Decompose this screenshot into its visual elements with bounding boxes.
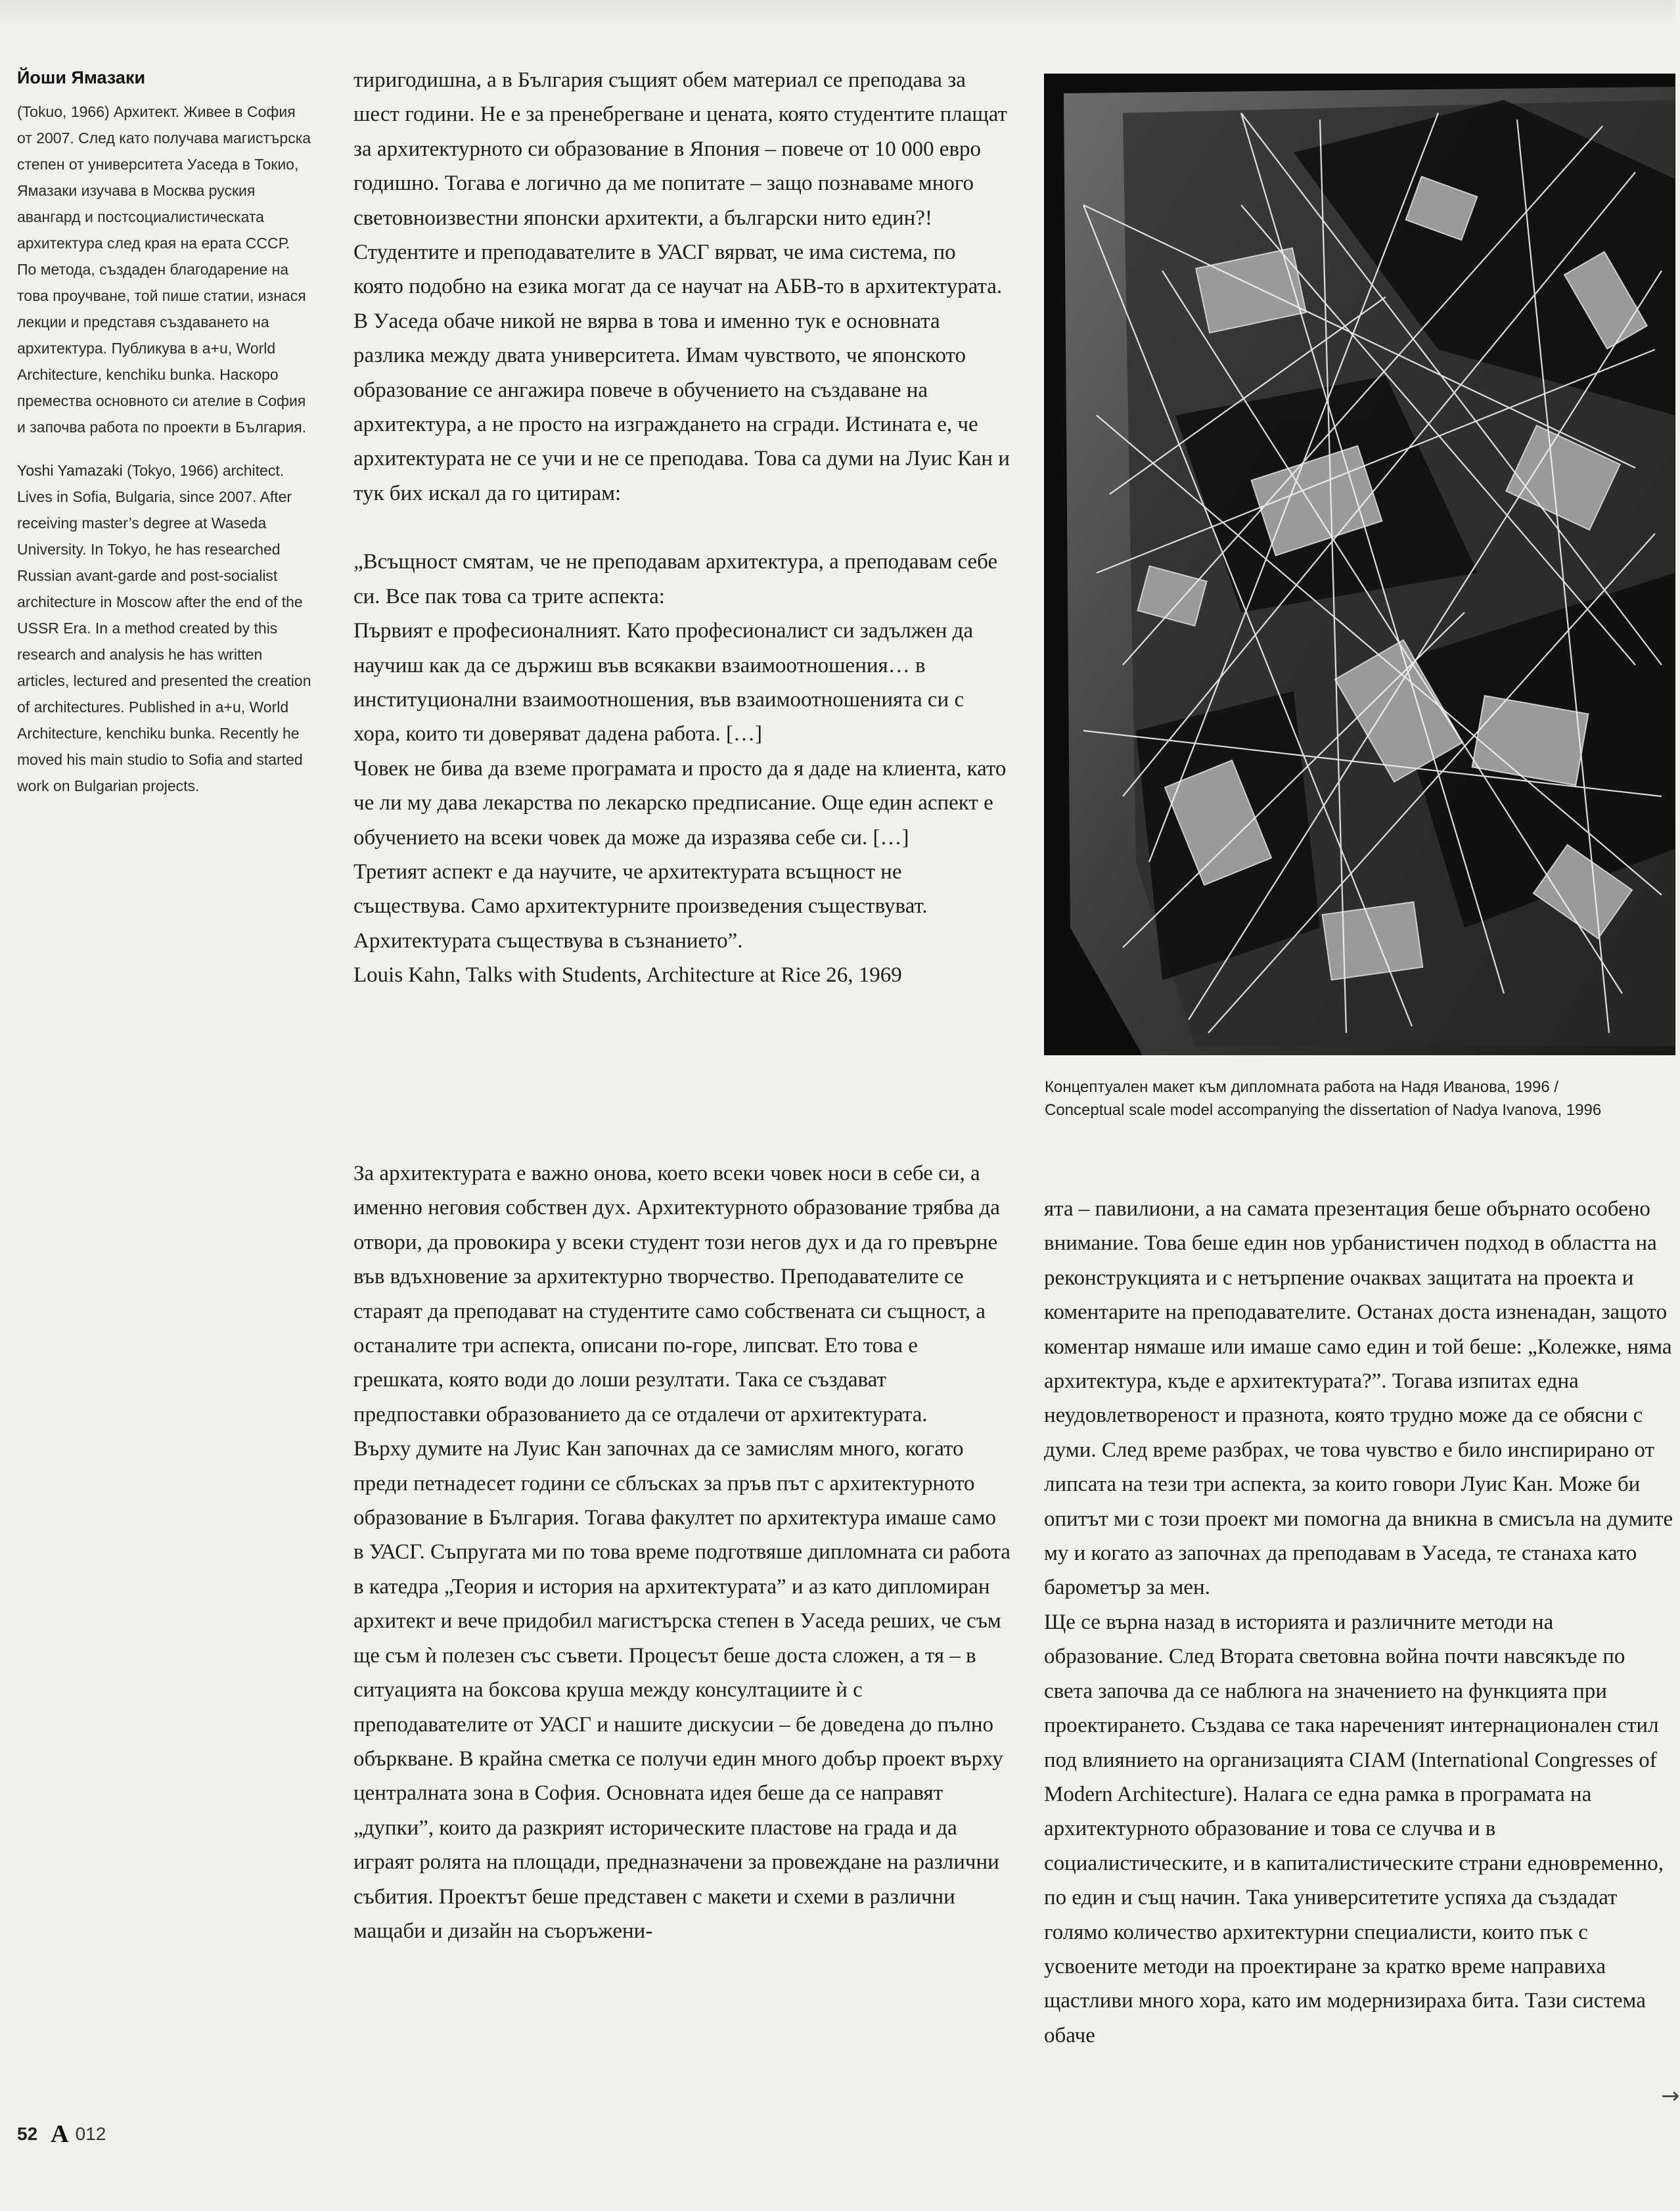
article-column-bottom-left (353, 1156, 1010, 1948)
continue-arrow-icon: → (1661, 2083, 1680, 2109)
author-bio (17, 64, 313, 816)
quote-intro: „Всъщност смятам, че не преподавам архитектура, а преподавам себе си. Все пак това са трите аспекта: (353, 550, 998, 608)
paragraph-gap (353, 511, 1010, 545)
photo-caption (1045, 1076, 1662, 1122)
author-name-en: Yoshi Yamazaki (17, 462, 123, 479)
article-column-bottom-right (1044, 1192, 1675, 2053)
paragraph: тиригодишна, а в България същият обем материал се преподава за шест години. Не е за пренебрегване и цената, която студентите плащат за архитектурното си образование в Япония – повече от 10 000 евро годишно. Тогава е логично да ме попитате – защо познаваме много световноизвестни японски архитекти, а български нито един?! (353, 68, 1007, 230)
paragraph: За архитектурата е важно онова, което всеки човек носи в себе си, а именно неговия собствен дух. Архитектурното образование трябва да отвори, да провокира у всеки студент този негов дух и да го превърне във вдъхновение за архитектурно творчество. Преподавателите се стараят да преподават на студентите само собствената си същност, а останалите три аспекта, описани по-горе, липсват. Ето това е грешката, която води до лоши резултати. Така се създават предпоставки образованието да се отдалечи от архитектурата. (353, 1162, 1000, 1426)
magazine-logo: A (51, 2120, 69, 2148)
page-edge-shadow (0, 0, 1675, 26)
caption-bg: Концептуален макет към дипломната работа на Надя Иванова, 1996 / (1045, 1078, 1559, 1096)
author-bio-en (17, 457, 313, 799)
article-column-top (353, 63, 1010, 993)
scale-model-image (1044, 74, 1675, 1055)
issue-number: 012 (75, 2124, 106, 2144)
author-name: Йоши Ямазаки (17, 68, 146, 87)
scale-model-photo (1044, 74, 1675, 1055)
paragraph: Студентите и преподавателите в УАСГ вярват, че има система, по която подобно на езика могат да се научат на АБВ-то в архитектурата. В Уaседа обаче никой не вярва в това и именно тук е основната разлика между двата университета. Имам чувството, че японското образование се ангажира повече в обучението на създаване на архитектура, а не просто на изграждането на сгради. Истината е, че архитектурата не се учи и не се преподава. Това са думи на Луис Кан и тук бих искал да го цитирам: (353, 240, 1010, 505)
quote-paragraph: Човек не бива да вземе програмата и просто да я даде на клиента, като че ли му дава лекарства по лекарско предписание. Още един аспект е обучението на всеки човек да може да изразява себе си. […] (353, 756, 1007, 850)
author-bio-bg: (Tokuo, 1966) Архитект. Живее в София от 2007. След като получава магистърска степен от университета Уаседа в Токио, Ямазаки изучава в Москва руския авангард и постсоциалистическата архитектура след края на ерата СССР. По метода, създаден благодарение на това проучване, той пише статии, изнася лекции и представя създаването на архитектура. Публикува в a+u, World Architecture, kenchiku bunka. Наскоро премества основното си ателие в София и започва работа по проекти в България. (17, 103, 311, 436)
quote-source: Louis Kahn, Talks with Students, Architecture at Rice 26, 1969 (353, 963, 902, 988)
page-footer (17, 2121, 106, 2147)
quote-paragraph: Първият е професионалният. Като професионалист си задължен да научиш как да се държиш във всякакви взаимоотношения… в институционални взаимоотношения, във взаимоотношенията си с хора, които ти доверяват дадена работа. […] (353, 619, 974, 746)
caption-en: Conceptual scale model accompanying the dissertation of Nadya Ivanova, 1996 (1045, 1101, 1602, 1119)
page-number: 52 (17, 2124, 38, 2144)
paragraph: Върху думите на Луис Кан започнах да се замислям много, когато преди петнадесет години се сблъсках за пръв път с архитектурното образование в България. Тогава факултет по архитектура имаше само в УАСГ. Съпругата ми по това време подготвяше дипломната си работа в катедра „Теория и история на архитектурата” и аз като дипломиран архитект и вече придобил магистърска степен в Уaседа реших, че съм ще съм ѝ полезен със съвети. Процесът беше доста сложен, а тя – в ситуацията на боксова круша между консултациите ѝ с преподавателите от УАСГ и нашите дискусии – бе доведена до пълно объркване. В крайна сметка се получи един много добър проект върху централната зона в София. Основната идея беше да се направят „дупки”, които да разкрият историческите пластове на града и да играят ролята на площади, предназначени за провеждане на различни събития. Проектът беше представен с макети и схеми в различни мащаби и дизайн на съоръжени- (353, 1437, 1010, 1943)
paragraph: Ще се върна назад в историята и различните методи на образование. След Втората световна война почти навсякъде по света започва да се наблюга на значението на функцията при проектирането. Създава се така нареченият интернационален стил под влиянието на организацията CIAM (International Congresses of Modern Architecture). Налага се една рамка в програмата на архитектурното образование и това се случва и в социалистическите, и в капиталистическите страни едновременно, по един и същ начин. Така университетите успяха да създадат голямо количество архитектурни специалисти, които пък с усвоените методи на проектиране за кратко време направиха щастливи много хора, като им модернизираха бита. Тази система обаче (1044, 1610, 1664, 2047)
quote-paragraph: Третият аспект е да научите, че архитектурата всъщност не съществува. Само архитектурните произведения съществуват. Архитектурата съществува в съзнанието”. (353, 859, 928, 953)
paragraph: ята – павилиони, а на самата презентация беше обърнато особено внимание. Това беше един нов урбанистичен подход в областта на реконструкцията и с нетърпение очаквах защитата на проекта и коментарите на преподавателите. Останах доста изненадан, защото коментар нямаше или имаше само един и той беше: „Колежке, няма архитектура, къде е архитектурата?”. Тогава изпитах една неудовлетвореност и празнота, която трудно може да се обясни с думи. След време разбрах, че това чувство е било инспирирано от липсата на тези три аспекта, за които говори Луис Кан. Може би опитът ми с този проект ми помогна да вникна в смисъла на думите му и когато аз започнах да преподавам в Уaседа, те станаха като барометър за мен. (1044, 1197, 1673, 1600)
author-bio-en-text: (Tokyo, 1966) architect. Lives in Sofia, Bulgaria, since 2007. After receiving master’s degree at Waseda University. In Tokyo, he has researched Russian avant-garde and post-socialist architecture in Moscow after the end of the USSR Era. In a method created by this research and analysis he has written articles, lectured and presented the creation of architectures. Published in a+u, World Architecture, kenchiku bunka. Recently he moved his main studio to Sofia and started work on Bulgarian projects. (17, 462, 311, 794)
